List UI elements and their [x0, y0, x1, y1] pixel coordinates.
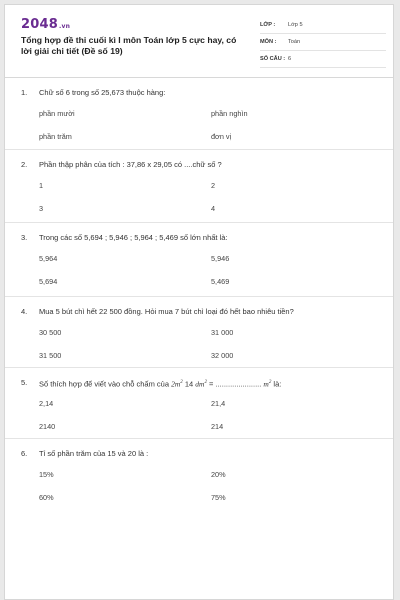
- answer-option[interactable]: phần trăm: [39, 132, 72, 141]
- meta-value: 6: [288, 56, 292, 62]
- question-6: [5, 439, 393, 509]
- meta-value: Lớp 5: [288, 22, 303, 28]
- question-number: 4.: [21, 307, 28, 316]
- answer-options: [5, 389, 393, 438]
- answer-option[interactable]: 5,964: [39, 254, 58, 263]
- answer-option[interactable]: 2140: [39, 422, 56, 431]
- meta-label: MÔN :: [260, 39, 277, 45]
- answer-option[interactable]: 15%: [39, 470, 54, 479]
- question-number: 3.: [21, 233, 28, 242]
- question-stem: [5, 368, 393, 389]
- answer-option[interactable]: 75%: [211, 493, 226, 502]
- question-number: 1.: [21, 88, 28, 97]
- meta-label: SỐ CÂU :: [260, 56, 286, 62]
- answer-options: [5, 460, 393, 509]
- question-number: 2.: [21, 160, 28, 169]
- question-text: Chữ số 6 trong số 25,673 thuộc hàng:: [39, 88, 166, 97]
- answer-options: [5, 171, 393, 220]
- question-3: [5, 223, 393, 297]
- question-stem: [5, 439, 393, 460]
- question-number: 5.: [21, 378, 28, 387]
- answer-option[interactable]: 4: [211, 204, 216, 213]
- question-text: Trong các số 5,694 ; 5,946 ; 5,964 ; 5,469 số lớn nhất là:: [39, 233, 228, 242]
- document-header: [5, 5, 393, 77]
- answer-option[interactable]: 31 000: [211, 328, 234, 337]
- answer-option[interactable]: 3: [39, 204, 44, 213]
- answer-option[interactable]: 5,694: [39, 277, 58, 286]
- answer-option[interactable]: 2,14: [39, 399, 54, 408]
- answer-option[interactable]: 60%: [39, 493, 54, 502]
- answer-options: [5, 318, 393, 367]
- question-text: Tỉ số phần trăm của 15 và 20 là :: [39, 449, 149, 458]
- answer-option[interactable]: 30 500: [39, 328, 62, 337]
- question-stem: [5, 297, 393, 318]
- meta-row-class: [260, 17, 386, 34]
- answer-option[interactable]: 20%: [211, 470, 226, 479]
- question-stem: [5, 78, 393, 99]
- question-stem: [5, 223, 393, 244]
- answer-option[interactable]: 5,469: [211, 277, 230, 286]
- logo-suffix: .vn: [58, 23, 71, 30]
- question-list: [5, 78, 393, 509]
- document-title: Tổng hợp đề thi cuối kì I môn Toán lớp 5 cực hay, có lời giải chi tiết (Đề số 19): [21, 35, 237, 56]
- document-meta: [260, 17, 386, 68]
- answer-option[interactable]: 5,946: [211, 254, 230, 263]
- meta-row-subject: [260, 34, 386, 51]
- answer-option[interactable]: đơn vị: [211, 132, 232, 141]
- answer-option[interactable]: 2: [211, 181, 216, 190]
- question-text: Mua 5 bút chì hết 22 500 đồng. Hỏi mua 7 bút chì loại đó hết bao nhiêu tiền?: [39, 307, 294, 316]
- question-1: [5, 78, 393, 150]
- question-text: Phần thập phân của tích : 37,86 x 29,05 có ....chữ số ?: [39, 160, 222, 169]
- answer-option[interactable]: phần nghìn: [211, 109, 248, 118]
- meta-label: LỚP :: [260, 22, 276, 28]
- document-page: [4, 4, 394, 600]
- site-logo[interactable]: 2048.vn: [21, 17, 71, 32]
- answer-option[interactable]: 32 000: [211, 351, 234, 360]
- answer-option[interactable]: 1: [39, 181, 44, 190]
- question-4: [5, 297, 393, 368]
- question-2: [5, 150, 393, 223]
- answer-options: [5, 244, 393, 293]
- answer-option[interactable]: 21,4: [211, 399, 226, 408]
- question-5: [5, 368, 393, 439]
- meta-row-question-count: [260, 51, 386, 68]
- question-number: 6.: [21, 449, 28, 458]
- meta-value: Toán: [288, 39, 301, 45]
- answer-option[interactable]: phần mười: [39, 109, 75, 118]
- question-stem: [5, 150, 393, 171]
- question-text: Số thích hợp để viết vào chỗ chấm của $2m^2$ 14 $dm^2$ = ...................... $m^2$ là:: [39, 379, 282, 389]
- answer-option[interactable]: 214: [211, 422, 224, 431]
- answer-options: [5, 99, 393, 148]
- answer-option[interactable]: 31 500: [39, 351, 62, 360]
